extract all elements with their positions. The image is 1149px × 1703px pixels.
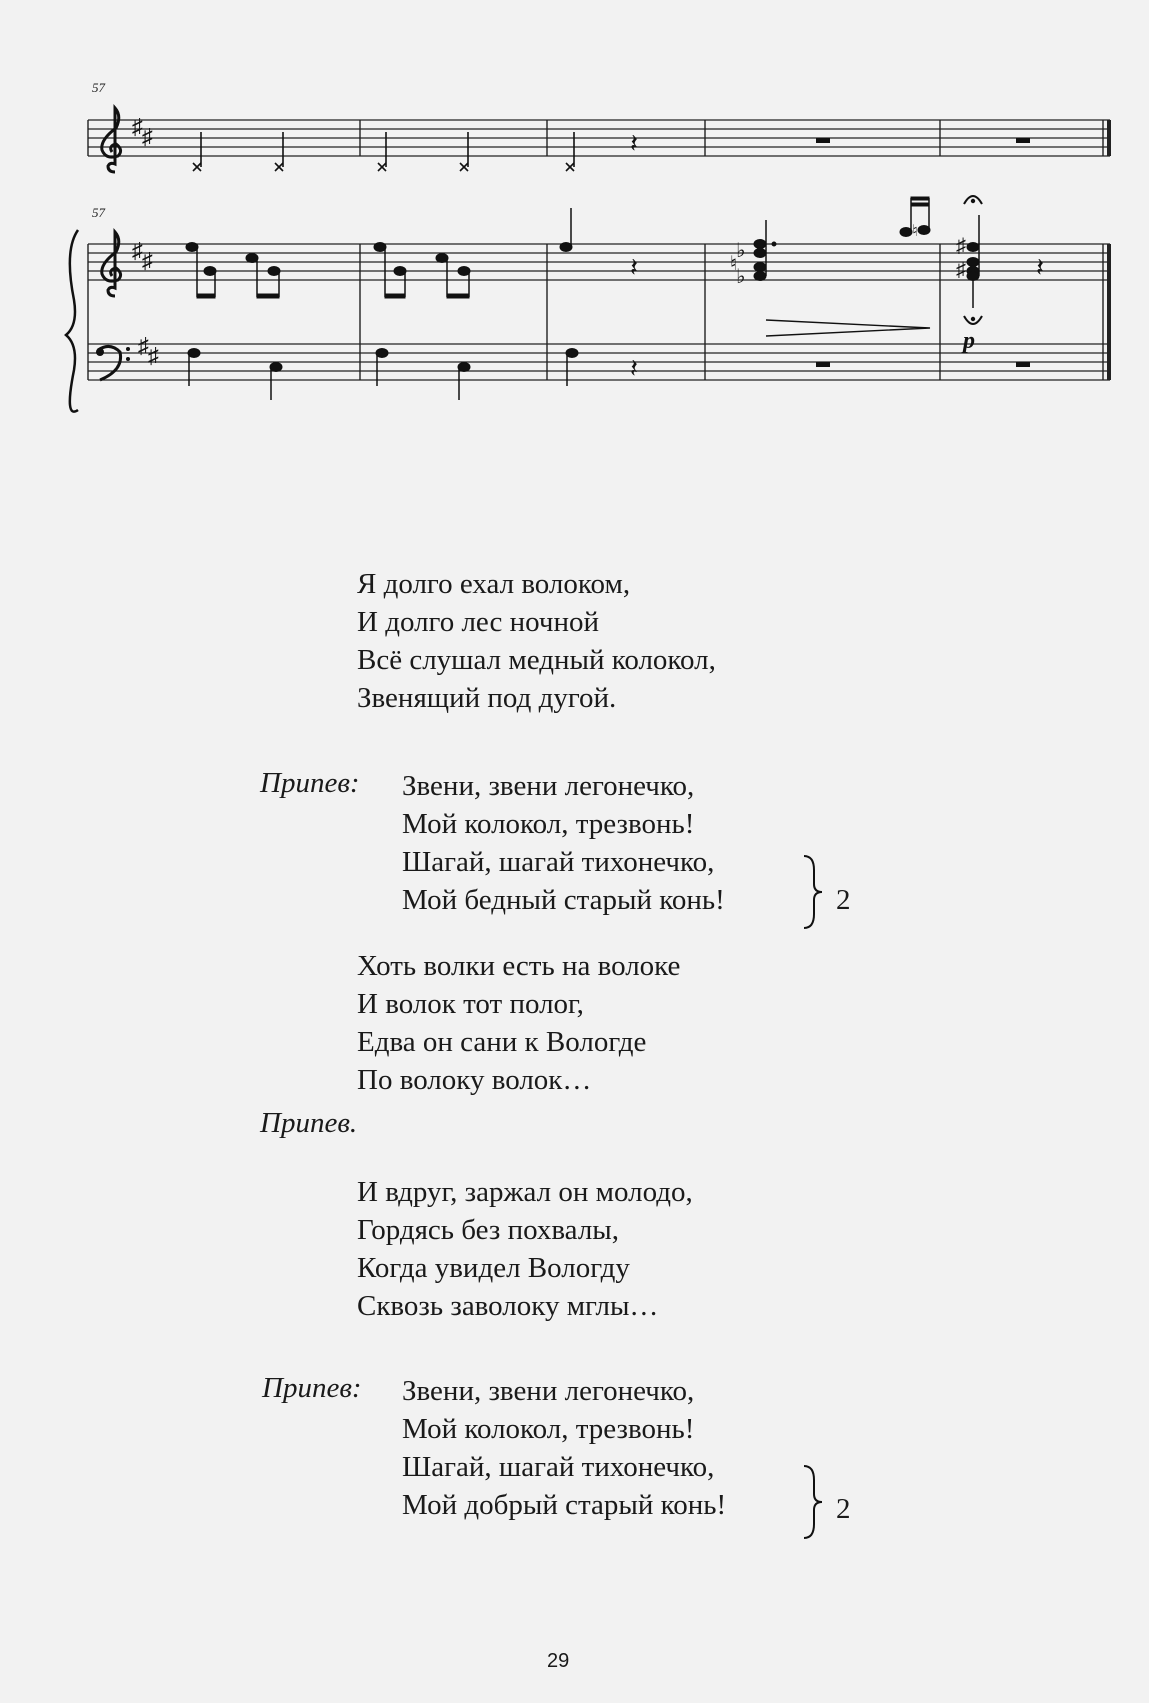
lyric-line: Мой колокол, трезвонь! — [402, 1413, 695, 1445]
sharp-icon: ♯ — [956, 259, 966, 281]
lyric-line: Сквозь заволоку мглы… — [357, 1290, 659, 1322]
music-score — [60, 80, 1120, 420]
lyric-line: Звени, звени легонечко, — [402, 1375, 695, 1407]
half-rest-icon — [1016, 138, 1030, 143]
natural-icon: ♮ — [912, 223, 918, 240]
quarter-rest-icon: 𝄽 — [630, 253, 638, 282]
repeat-brace-icon — [800, 1462, 824, 1542]
page-number: 29 — [547, 1650, 570, 1672]
half-rest-icon — [816, 138, 830, 143]
lyric-line: Всё слушал медный колокол, — [357, 644, 716, 676]
chorus-label: Припев: — [262, 1372, 362, 1404]
treble-clef-icon — [102, 108, 121, 172]
chorus-1 — [402, 767, 725, 919]
verse-1 — [357, 565, 716, 717]
voice-staff — [88, 120, 1110, 156]
lyric-line: Звенящий под дугой. — [357, 682, 617, 714]
lyric-line: Когда увидел Вологду — [357, 1252, 630, 1284]
half-rest-icon — [816, 362, 830, 367]
chorus-label: Припев: — [260, 767, 360, 799]
lyric-line: И вдруг, заржал он молодо, — [357, 1176, 693, 1208]
lyric-line: Хоть волки есть на волоке — [357, 950, 681, 982]
lyric-line: Мой бедный старый конь! — [402, 884, 725, 916]
piano-bass-staff — [88, 344, 1110, 380]
sharp-icon: ♯ — [132, 238, 143, 263]
flat-icon: ♭ — [736, 266, 746, 288]
fermata-icon — [964, 316, 982, 324]
half-rest-icon — [1016, 362, 1030, 367]
repeat-count: 2 — [836, 884, 851, 916]
sharp-icon: ♯ — [138, 333, 149, 358]
repeat-count: 2 — [836, 1493, 851, 1525]
verse-2 — [357, 947, 680, 1099]
piano-final-chord — [967, 215, 979, 308]
sharp-icon: ♯ — [956, 235, 966, 257]
sharp-icon: ♯ — [142, 124, 153, 149]
natural-icon: ♮ — [730, 253, 738, 275]
lyric-line: И волок тот полог, — [357, 988, 584, 1020]
lyric-line: Едва он сани к Вологде — [357, 1026, 647, 1058]
fermata-icon — [964, 196, 982, 204]
verse-3 — [357, 1173, 693, 1325]
lyric-line: Звени, звени легонечко, — [402, 770, 695, 802]
lyric-line: Я долго ехал волоком, — [357, 568, 631, 600]
bass-clef-icon — [96, 346, 130, 380]
piano-brace-icon — [66, 230, 78, 412]
lyric-line: Мой добрый старый конь! — [402, 1489, 727, 1521]
chorus-reference: Припев. — [260, 1107, 358, 1139]
repeat-brace-icon — [800, 852, 824, 932]
quarter-rest-icon: 𝄽 — [630, 129, 638, 158]
treble-clef-icon — [102, 232, 121, 296]
lyric-line: По волоку волок… — [357, 1064, 592, 1096]
quarter-rest-icon: 𝄽 — [1036, 253, 1044, 282]
lyric-line: Гордясь без похвалы, — [357, 1214, 620, 1246]
flat-icon: ♭ — [736, 240, 746, 262]
lyric-line: Шагай, шагай тихонечко, — [402, 1451, 715, 1483]
lyric-line: Мой колокол, трезвонь! — [402, 808, 695, 840]
sharp-icon: ♯ — [142, 248, 153, 273]
sharp-icon: ♯ — [132, 114, 143, 139]
lyric-line: Шагай, шагай тихонечко, — [402, 846, 715, 878]
dynamic-marking: p — [963, 328, 975, 354]
decrescendo-icon — [766, 320, 930, 336]
piano-bass-notes — [188, 349, 578, 401]
measure-number-piano: 57 — [92, 205, 105, 220]
lyric-line: И долго лес ночной — [357, 606, 600, 638]
measure-number-voice: 57 — [92, 80, 105, 95]
chorus-2 — [402, 1372, 726, 1524]
quarter-rest-icon: 𝄽 — [630, 354, 638, 383]
sharp-icon: ♯ — [148, 343, 159, 368]
